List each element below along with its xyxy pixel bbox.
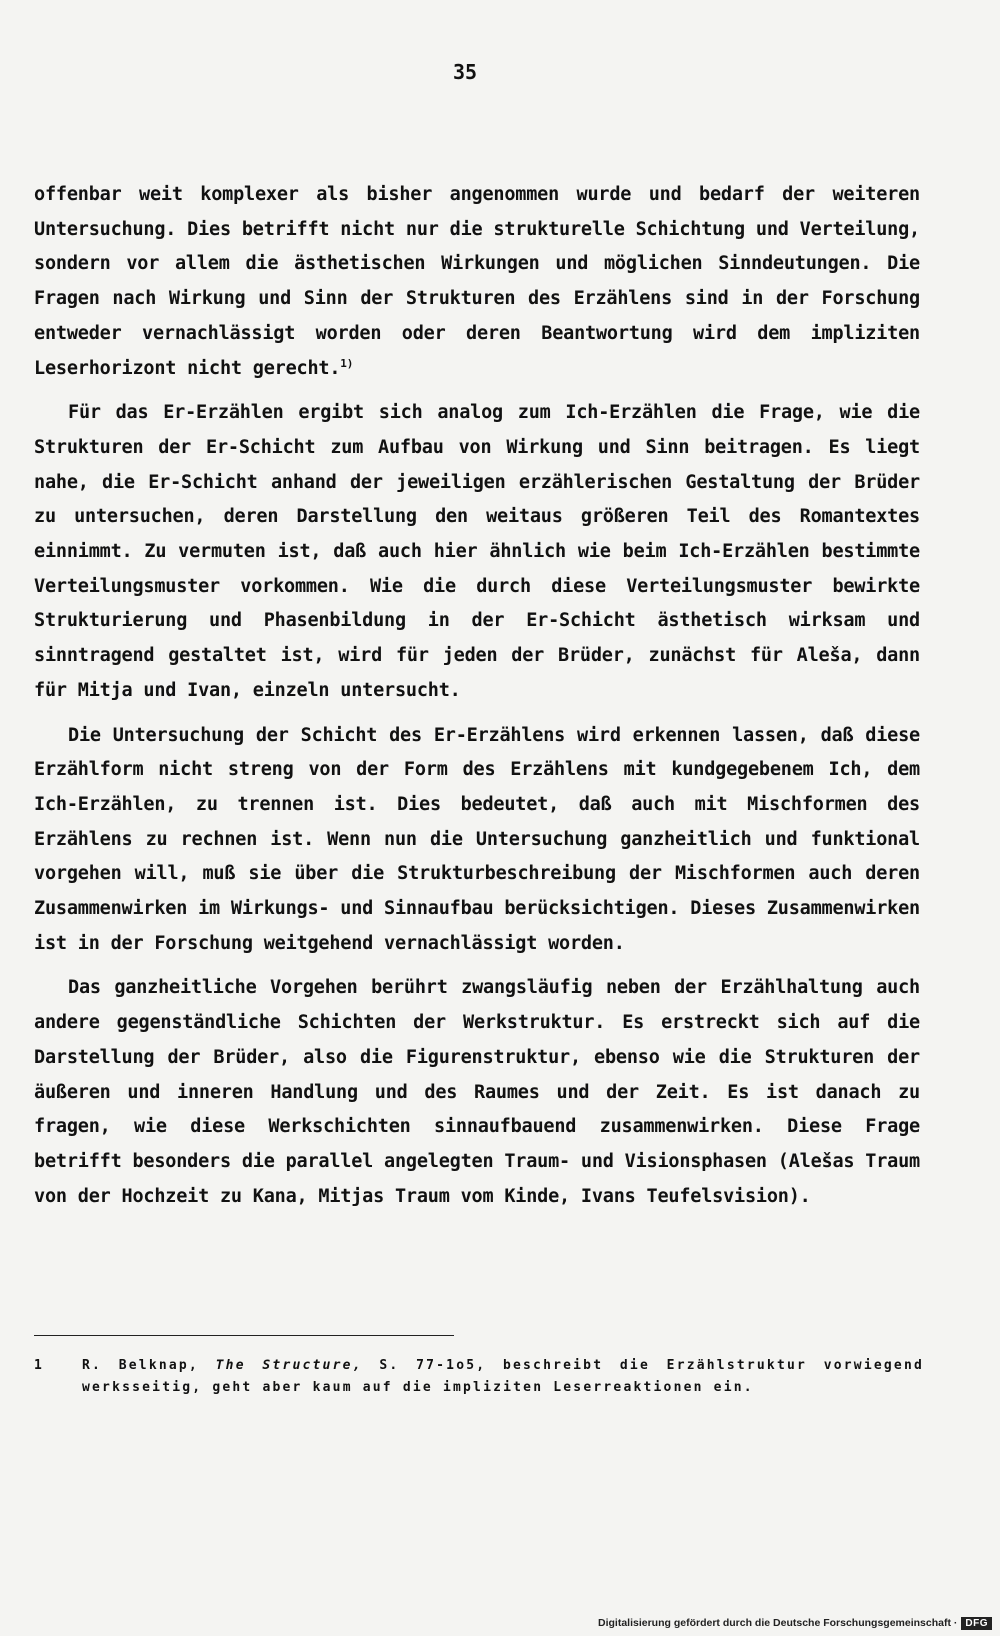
footnote-author: R. Belknap, [82,1358,199,1373]
footnote-title: The Structure, [215,1358,363,1373]
footnote-text [82,1355,924,1399]
credit-text: Digitalisierung gefördert durch die Deutsche Forschungsgemeinschaft · [598,1617,958,1629]
footnote-number: 1 [34,1358,45,1373]
footnote-rest: S. 77-1o5, beschreibt die Erzählstruktur vorwiegend werksseitig, geht aber kaum auf die impliziten Leserreaktionen ein. [82,1358,924,1395]
main-text [34,178,920,1224]
paragraph-4: Das ganzheitliche Vorgehen berührt zwangsläufig neben der Erzählhaltung auch andere gegenständliche Schichten der Werkstruktur. Es erstreckt sich auf die Darstellung der Brüder, also die Figurenstruktur, ebenso wie die Strukturen der äußeren und inneren Handlung und des Raumes und der Zeit. Es ist danach zu fragen, wie diese Werkschichten sinnaufbauend zusammenwirken. Diese Frage betrifft besonders die parallel angelegten Traum- und Visionsphasen (Alešas Traum von der Hochzeit zu Kana, Mitjas Traum vom Kinde, Ivans Teufelsvision). [34,977,920,1207]
paragraph-1-text: offenbar weit komplexer als bisher angenommen wurde und bedarf der weiteren Untersuchung. Dies betrifft nicht nur die strukturelle Schichtung und Verteilung, sondern vor allem die ästhetischen Wirkungen und möglichen Sinndeutungen. Die Fragen nach Wirkung und Sinn der Strukturen des Erzählens sind in der Forschung entweder vernachlässigt worden oder deren Beantwortung wird dem impliziten Leserhorizont nicht gerecht. [34,184,920,379]
footnote-divider [34,1335,454,1336]
dfg-logo: DFG [961,1617,992,1630]
paragraph-3: Die Untersuchung der Schicht des Er-Erzählens wird erkennen lassen, daß diese Erzählform nicht streng von der Form des Erzählens mit kundgegebenem Ich, dem Ich-Erzählen, zu trennen ist. Dies bedeutet, daß auch mit Mischformen des Erzählens zu rechnen ist. Wenn nun die Untersuchung ganzheitlich und funktional vorgehen will, muß sie über die Strukturbeschreibung der Mischformen auch deren Zusammenwirken im Wirkungs- und Sinnaufbau berücksichtigen. Dieses Zusammenwirken ist in der Forschung weitgehend vernachlässigt worden. [34,724,920,954]
paragraph-1 [34,178,920,386]
paragraph-2: Für das Er-Erzählen ergibt sich analog zum Ich-Erzählen die Frage, wie die Strukturen der Er-Schicht zum Aufbau von Wirkung und Sinn beitragen. Es liegt nahe, die Er-Schicht anhand der jeweiligen erzählerischen Gestaltung der Brüder zu untersuchen, deren Darstellung den weitaus größeren Teil des Romantextes einnimmt. Zu vermuten ist, daß auch hier ähnlich wie beim Ich-Erzählen bestimmte Verteilungsmuster vorkommen. Wie die durch diese Verteilungsmuster bewirkte Strukturierung und Phasenbildung in der Er-Schicht ästhetisch wirksam und sinntragend gestaltet ist, wird für jeden der Brüder, zunächst für Aleša, dann für Mitja und Ivan, einzeln untersucht. [34,402,920,701]
page-number: 35 [452,60,478,84]
footnote-marker: 1) [340,356,354,370]
footnote [34,1355,924,1399]
digitization-credit [598,1614,992,1632]
